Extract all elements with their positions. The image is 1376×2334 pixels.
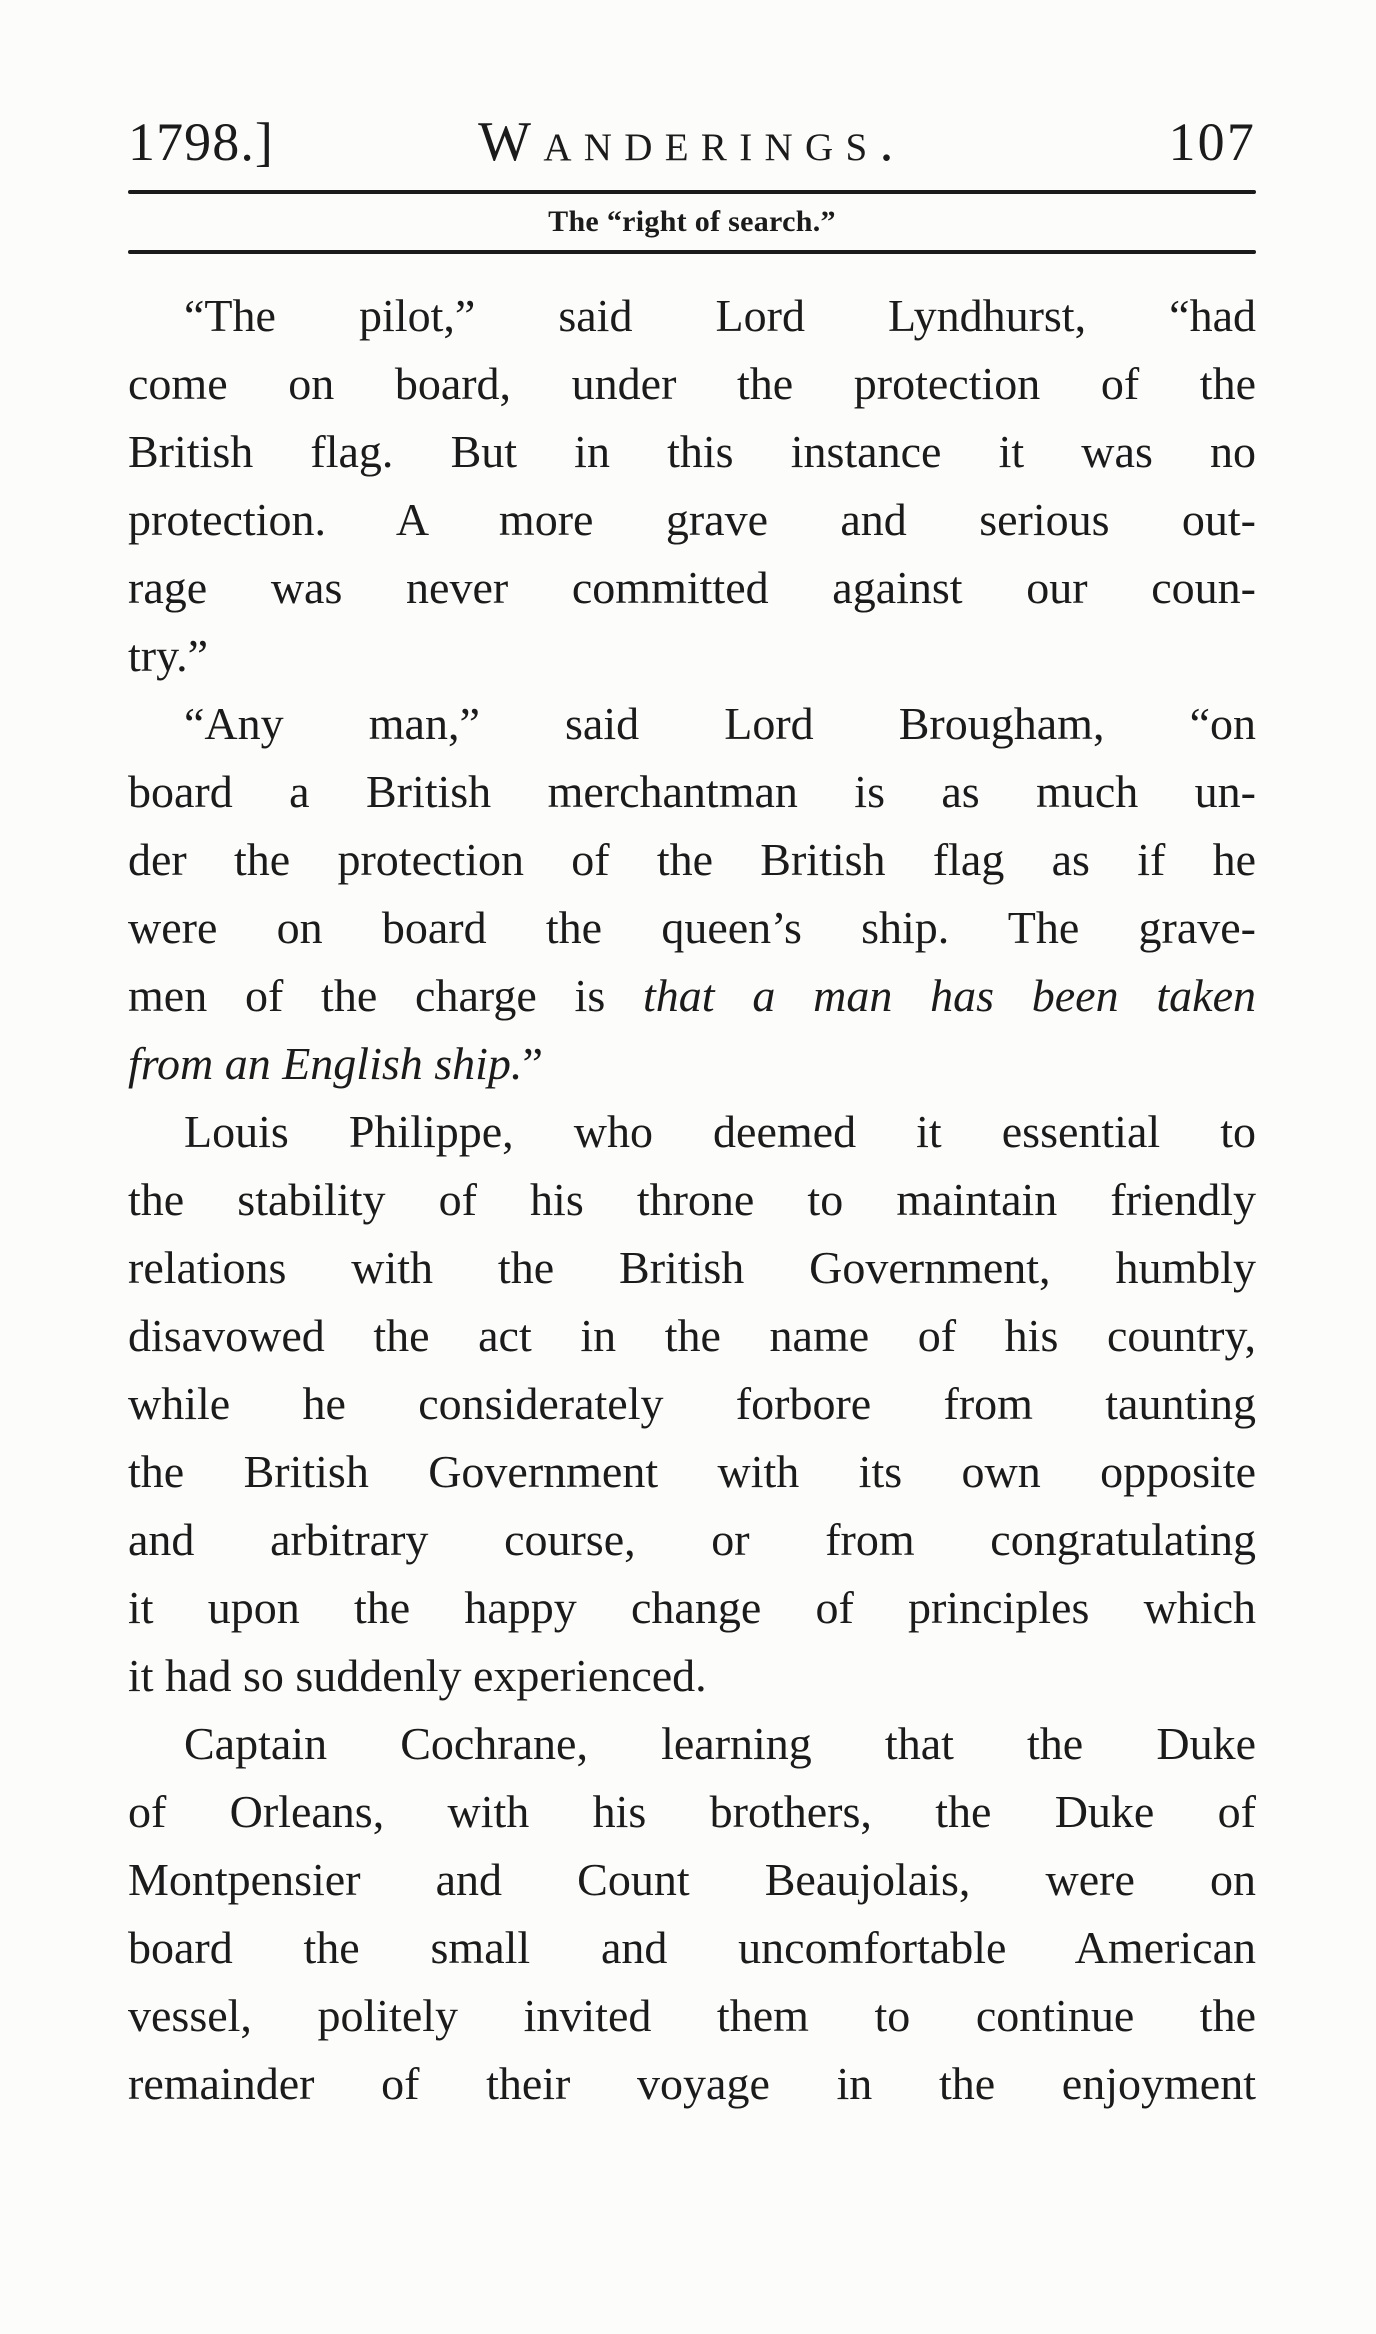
page-header: [128, 112, 1256, 172]
text-line: while he considerately forbore from taunting: [128, 1378, 1256, 1429]
text-line: come on board, under the protection of the: [128, 358, 1256, 409]
text-line: Louis Philippe, who deemed it essential to: [184, 1106, 1256, 1157]
text-line: remainder of their voyage in the enjoyment: [128, 2058, 1256, 2109]
text-line: “The pilot,” said Lord Lyndhurst, “had: [184, 290, 1256, 341]
text-line: it upon the happy change of principles which: [128, 1582, 1256, 1633]
text-segment: ”: [522, 1038, 543, 1089]
text-line: of Orleans, with his brothers, the Duke of: [128, 1786, 1256, 1837]
text-line: the stability of his throne to maintain friendly: [128, 1174, 1256, 1225]
header-year: 1798.]: [128, 112, 274, 172]
text-line: British flag. But in this instance it was no: [128, 426, 1256, 477]
header-page-number: 107: [1168, 112, 1256, 172]
text-line: Captain Cochrane, learning that the Duke: [184, 1718, 1256, 1769]
text-line: the British Government with its own opposite: [128, 1446, 1256, 1497]
top-rule: [128, 190, 1256, 194]
text-line: vessel, politely invited them to continue the: [128, 1990, 1256, 2041]
text-line: Montpensier and Count Beaujolais, were on: [128, 1854, 1256, 1905]
text-line: it had so suddenly experienced.: [128, 1650, 707, 1701]
paragraph: [128, 282, 1256, 690]
text-line: and arbitrary course, or from congratulating: [128, 1514, 1256, 1565]
text-segment-italic: that a man has been taken: [643, 970, 1256, 1021]
text-line: try.”: [128, 630, 209, 681]
paragraph: [128, 1098, 1256, 1710]
header-title: Wanderings.: [478, 111, 906, 173]
page-body: [128, 282, 1256, 2118]
bottom-rule: [128, 250, 1256, 254]
paragraph: [128, 690, 1256, 1098]
page-content: [128, 112, 1256, 2118]
text-line: protection. A more grave and serious out-: [128, 494, 1256, 545]
text-line: board a British merchantman is as much un-: [128, 766, 1256, 817]
text-line: “Any man,” said Lord Brougham, “on: [184, 698, 1256, 749]
running-head: The “right of search.”: [548, 205, 836, 238]
text-segment-italic: from an English ship.: [128, 1038, 523, 1089]
text-line: were on board the queen’s ship. The grave-: [128, 902, 1256, 953]
text-line: relations with the British Government, humbly: [128, 1242, 1256, 1293]
text-line: [128, 1030, 1256, 1098]
text-line: rage was never committed against our coun-: [128, 562, 1256, 613]
text-line: disavowed the act in the name of his country,: [128, 1310, 1256, 1361]
text-segment: men of the charge is: [128, 970, 643, 1021]
text-line: [128, 962, 1256, 1030]
text-line: board the small and uncomfortable American: [128, 1922, 1256, 1973]
text-line: der the protection of the British flag as if he: [128, 834, 1256, 885]
paragraph: [128, 1710, 1256, 2118]
